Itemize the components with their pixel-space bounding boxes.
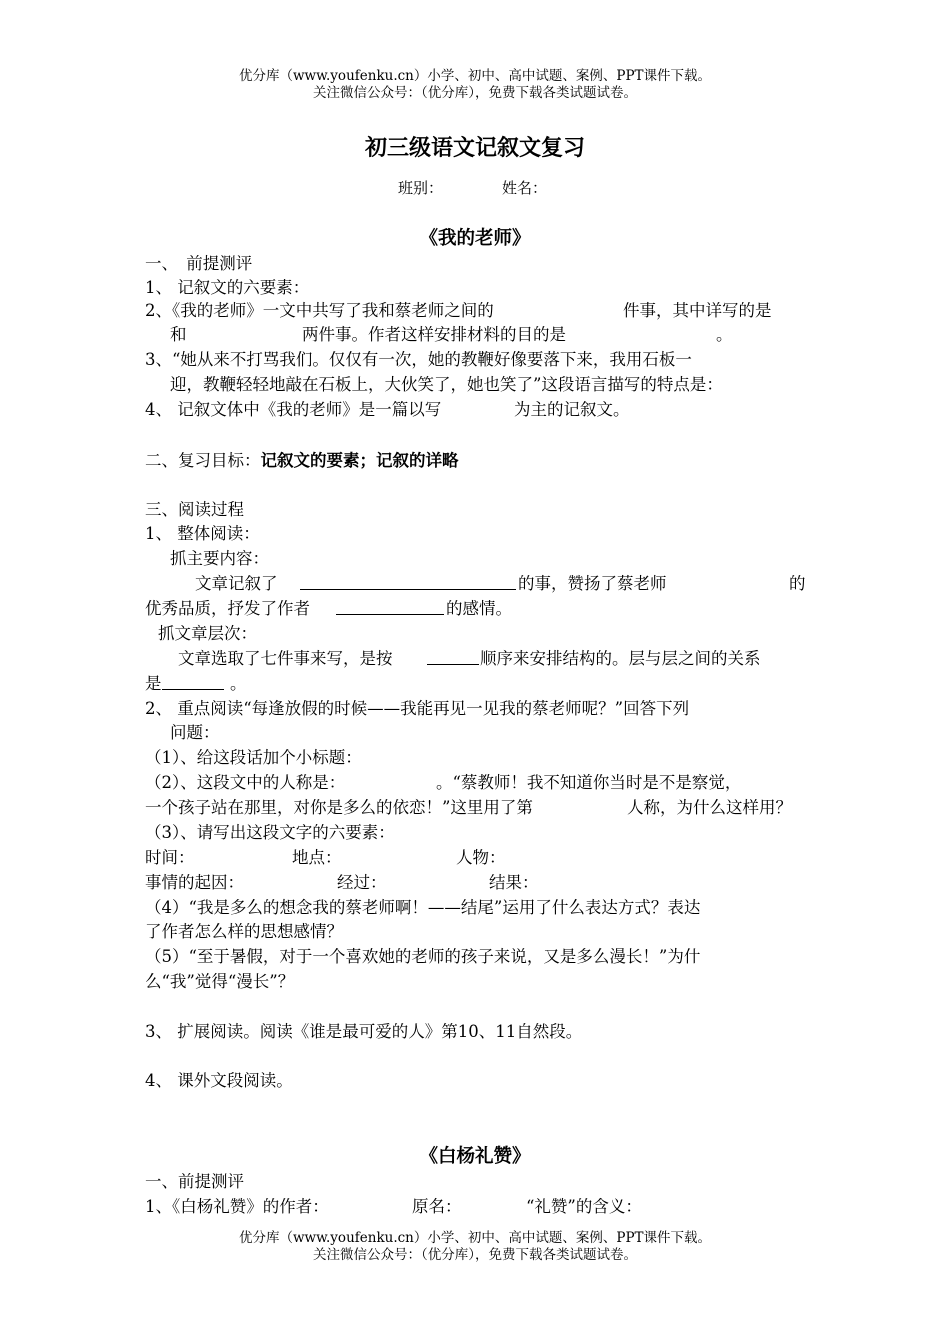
s1-s5-a: （5）“至于暑假，对于一个喜欢她的老师的孩子来说，又是多么漫长！”为什 — [145, 947, 701, 966]
class-label: 班别： — [398, 179, 444, 197]
s1-q4-a: 4、 记叙文体中《我的老师》是一篇以写 — [145, 400, 442, 419]
s1-cause-label: 事情的起因： — [145, 873, 244, 892]
s1-r1-blank2[interactable] — [336, 597, 444, 622]
s1-s5-b: 么“我”觉得“漫长”？ — [145, 972, 295, 991]
s1-time-label: 时间： — [145, 848, 195, 867]
header-line-2: 关注微信公众号：（优分库），免费下载各类试题试卷。 — [313, 85, 637, 101]
s1-result-label: 结果： — [489, 873, 539, 892]
s1-review-goal — [145, 449, 459, 473]
s1-r1-line3-b: 顺序来安排结构的。层与层之间的关系 — [480, 649, 761, 668]
s1-r1-blank3[interactable] — [427, 647, 479, 672]
s2-q1-b: 原名： — [412, 1197, 462, 1216]
s1-q2-c: 和 — [170, 325, 187, 344]
s1-r4: 4、 课外文段阅读。 — [145, 1071, 293, 1090]
s1-r2-a: 2、 重点阅读“每逢放假的时候——我能再见一见我的蔡老师呢？”回答下列 — [145, 699, 690, 718]
doc-title: 初三级语文记叙文复习 — [364, 135, 585, 161]
s2-pretest-heading: 一、前提测评 — [145, 1172, 244, 1191]
s1-r2-b: 问题： — [170, 723, 220, 742]
s1-r1-line2-b: 的感情。 — [446, 599, 512, 618]
s1-q3-a: 3、“她从来不打骂我们。仅仅有一次，她的教鞭好像要落下来，我用石板一 — [145, 350, 692, 369]
s1-r1-blank1[interactable] — [300, 572, 516, 597]
footer-line-2: 关注微信公众号：（优分库），免费下载各类试题试卷。 — [313, 1247, 637, 1263]
s1-r1-line3-a: 文章选取了七件事来写，是按 — [178, 649, 393, 668]
s1-r1-line2-a: 优秀品质，抒发了作者 — [145, 599, 310, 618]
s1-r1-line1-c: 的 — [789, 574, 806, 593]
s1-pretest-heading: 一、 前提测评 — [145, 254, 253, 273]
s1-s2-c: 一个孩子站在那里，对你是多么的依恋！”这里用了第 — [145, 798, 533, 817]
s1-r1-blank4[interactable] — [162, 672, 224, 697]
s1-s4-a: （4）“我是多么的想念我的蔡老师啊！——结尾”运用了什么表达方式？表达 — [145, 898, 701, 917]
header-line-1: 优分库（www.youfenku.cn）小学、初中、高中试题、案例、PPT课件下载。 — [238, 68, 712, 84]
s1-s2-a: （2）、这段文中的人称是： — [145, 773, 346, 792]
s1-r3: 3、 扩展阅读。阅读《谁是最可爱的人》第10、11自然段。 — [145, 1022, 583, 1041]
s1-r1: 1、 整体阅读： — [145, 524, 260, 543]
s1-r1-line1-a: 文章记叙了 — [195, 574, 278, 593]
s1-s4-b: 了作者怎么样的思想感情？ — [145, 922, 343, 941]
s1-q1: 1、 记叙文的六要素： — [145, 278, 310, 297]
s1-r1-line4-a: 是 — [145, 674, 162, 693]
s1-place-label: 地点： — [292, 848, 342, 867]
s1-q4-b: 为主的记叙文。 — [514, 400, 630, 419]
s1-s3: （3）、请写出这段文字的六要素： — [145, 823, 395, 842]
page-header — [0, 68, 950, 102]
s1-r1-line1-b: 的事，赞扬了蔡老师 — [518, 574, 667, 593]
s1-s2-d: 人称，为什么这样用？ — [627, 798, 792, 817]
name-label: 姓名： — [502, 179, 548, 197]
s1-review-goal-text: 记叙文的要素；记叙的详略 — [260, 451, 459, 470]
s1-q2-e: 。 — [716, 325, 733, 344]
s1-s1: （1）、给这段话加个小标题： — [145, 748, 362, 767]
page-footer — [0, 1230, 950, 1264]
s1-q2-a: 2、《我的老师》一文中共写了我和蔡老师之间的 — [145, 301, 494, 320]
section2-title: 《白杨礼赞》 — [419, 1146, 531, 1167]
s1-r1-line4-b: 。 — [230, 674, 247, 693]
s1-r1-sub1: 抓主要内容： — [170, 549, 269, 568]
section1-title: 《我的老师》 — [419, 228, 531, 249]
s1-process-label: 经过： — [337, 873, 387, 892]
s1-q2-d: 两件事。作者这样安排材料的目的是 — [302, 325, 566, 344]
s1-q3-b: 迎，教鞭轻轻地敲在石板上，大伙笑了，她也笑了”这段语言描写的特点是： — [170, 375, 723, 394]
s1-s2-b: 。“蔡教师！我不知道你当时是不是察觉， — [436, 773, 742, 792]
footer-line-1: 优分库（www.youfenku.cn）小学、初中、高中试题、案例、PPT课件下载。 — [238, 1230, 712, 1246]
s2-q1-a: 1、《白杨礼赞》的作者： — [145, 1197, 329, 1216]
s2-q1-c: “礼赞”的含义： — [526, 1197, 642, 1216]
s1-q2-b: 件事，其中详写的是 — [623, 301, 772, 320]
s1-review-goal-label: 二、复习目标： — [145, 451, 261, 470]
s1-r1-sub2: 抓文章层次： — [158, 624, 257, 643]
s1-person-label: 人物： — [456, 848, 506, 867]
s1-reading-heading: 三、阅读过程 — [145, 500, 244, 519]
